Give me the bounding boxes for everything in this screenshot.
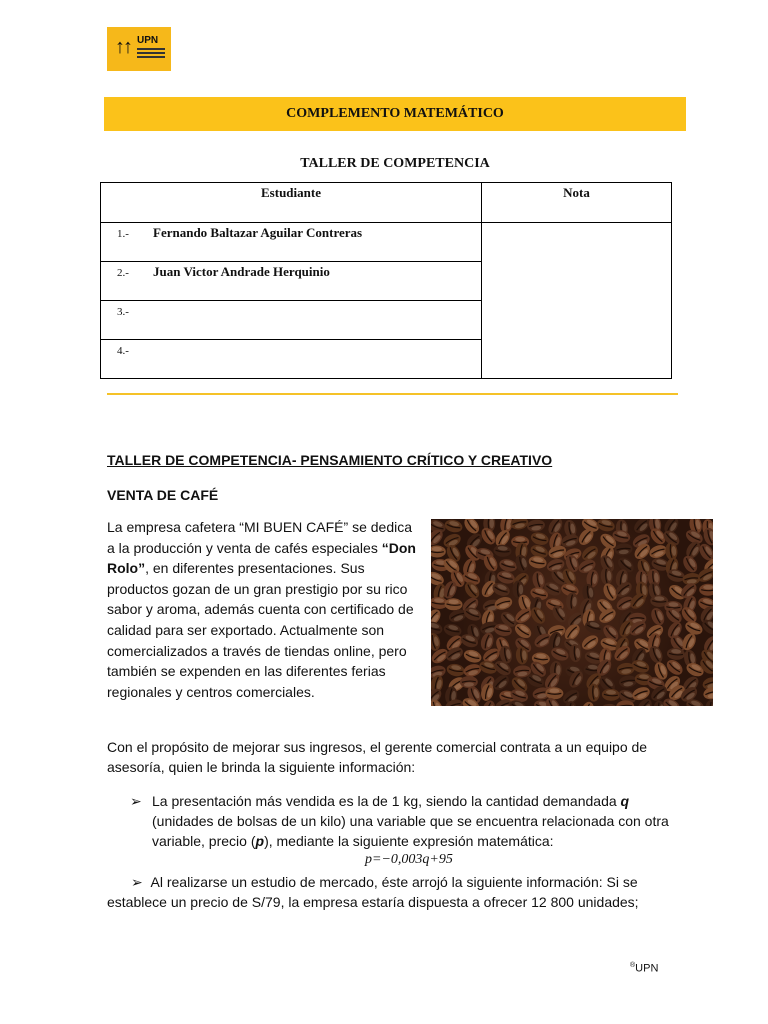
coffee-beans-illustration <box>431 519 713 706</box>
student-cell <box>101 301 482 340</box>
table-header-row <box>101 183 672 223</box>
bullet-item-2 <box>107 872 687 912</box>
arrow-bullet-icon: ➢ <box>130 793 142 809</box>
nota-cell[interactable] <box>482 223 672 379</box>
student-name: Fernando Baltazar Aguilar Contreras <box>153 225 363 240</box>
student-number: 3.- <box>117 306 129 318</box>
variable-p: p <box>255 833 265 849</box>
upn-logo-subtext <box>137 48 165 60</box>
intro-paragraph <box>107 517 423 702</box>
student-cell <box>101 340 482 379</box>
arrow-bullet-icon: ➢ <box>131 874 143 890</box>
bullet-1-text-c: ), mediante la siguiente expresión matemática: <box>264 833 554 849</box>
bullet-1-text <box>152 791 686 851</box>
bullet-1-text-b: (unidades de bolsas de un kilo) una variable que se encuentra relacionada con otra variable, precio ( <box>152 813 669 849</box>
student-name: Juan Victor Andrade Herquinio <box>153 264 330 279</box>
footer-copyright <box>630 962 658 975</box>
subsection-heading: VENTA DE CAFÉ <box>107 487 219 503</box>
course-title-bar <box>104 97 686 131</box>
intro-text-1: La empresa cafetera “MI BUEN CAFÉ” se dedica a la producción y venta de cafés especiales <box>107 519 413 556</box>
upn-logo-text: UPN <box>137 35 159 46</box>
course-title: COMPLEMENTO MATEMÁTICO <box>286 106 504 121</box>
brand-name: “Don Rolo” <box>107 539 416 577</box>
header-nota: Nota <box>482 183 672 223</box>
table-row <box>101 223 672 262</box>
student-cell <box>101 223 482 262</box>
student-number: 4.- <box>117 345 129 357</box>
bullet-2-text: Al realizarse un estudio de mercado, éste arrojó la siguiente información: Si se establece un precio de S/79, la empresa estaría dispuesta a ofrecer 12 800 unidades; <box>107 874 639 910</box>
context-paragraph: Con el propósito de mejorar sus ingresos, el gerente comercial contrata a un equipo de asesoría, quien le brinda la siguiente información: <box>107 739 648 775</box>
intro-text-2: , en diferentes presentaciones. Sus productos gozan de un gran prestigio por su rico sabor y aroma, además cuenta con certificado de calidad para ser exportado. Actualmente son comercializados a través de tiendas online, pero también se expenden en las diferentes ferias regionales y centros comerciales. <box>107 560 414 700</box>
variable-q: q <box>620 793 630 809</box>
student-cell <box>101 262 482 301</box>
registered-symbol: ® <box>630 962 636 969</box>
students-table <box>100 182 672 379</box>
section-heading: TALLER DE COMPETENCIA- PENSAMIENTO CRÍTICO Y CREATIVO <box>107 452 553 468</box>
student-number: 1.- <box>117 228 129 240</box>
demand-formula: p=−0,003q+95 <box>365 852 453 867</box>
header-estudiante: Estudiante <box>101 183 482 223</box>
taller-title: TALLER DE COMPETENCIA <box>300 156 490 171</box>
upn-logo <box>107 27 171 71</box>
coffee-beans-image <box>431 519 713 706</box>
divider-line <box>107 393 678 395</box>
footer-text: UPN <box>635 962 659 975</box>
upn-logo-icon: ↑↑ <box>115 36 131 58</box>
bullet-1-text-a: La presentación más vendida es la de 1 kg, siendo la cantidad demandada <box>152 793 621 809</box>
student-number: 2.- <box>117 267 129 279</box>
